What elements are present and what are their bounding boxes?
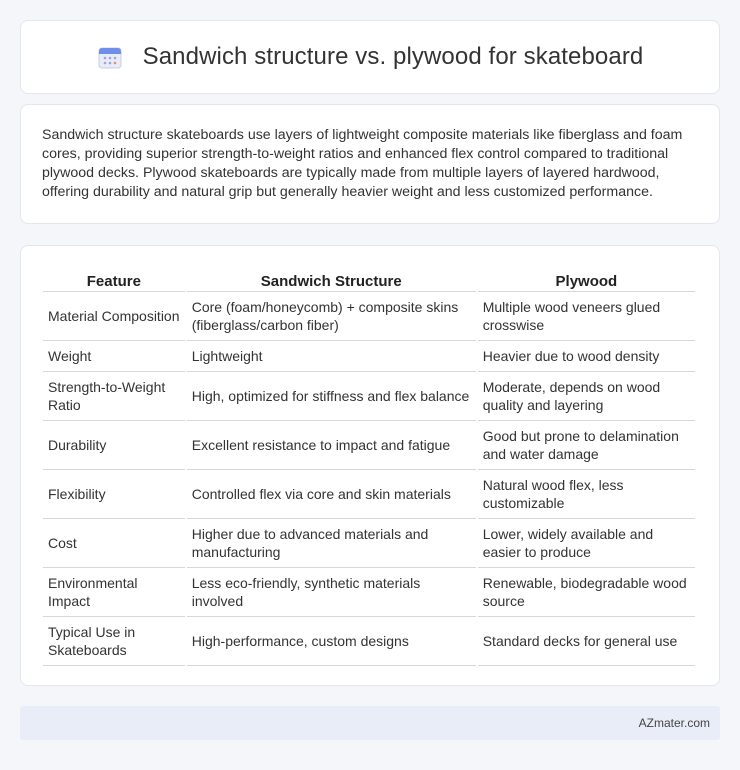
feature-cell: Typical Use in Skateboards	[43, 617, 185, 666]
column-header-sandwich: Sandwich Structure	[187, 268, 476, 292]
plywood-cell: Good but prone to delamination and water damage	[478, 421, 695, 470]
intro-card	[20, 104, 720, 224]
column-header-plywood: Plywood	[478, 268, 695, 292]
table-row	[43, 421, 695, 470]
feature-cell: Durability	[43, 421, 185, 470]
plywood-cell: Natural wood flex, less customizable	[478, 470, 695, 519]
table-header-row	[43, 268, 695, 292]
sandwich-cell: High, optimized for stiffness and flex balance	[187, 372, 476, 421]
table-row	[43, 372, 695, 421]
intro-paragraph: Sandwich structure skateboards use layers of lightweight composite materials like fiberglass and foam cores, providing superior strength-to-weight ratios and enhanced flex control compared to traditional plywood decks. Plywood skateboards are typically made from multiple layers of layered hardwood, offering durability and natural grip but generally heavier weight and less customized performance.	[42, 127, 683, 200]
page-title: Sandwich structure vs. plywood for skateboard	[142, 43, 644, 70]
footer-bar	[20, 706, 720, 740]
feature-cell: Material Composition	[43, 292, 185, 341]
footer-brand[interactable]: AZmater.com	[638, 716, 710, 730]
comparison-table	[41, 268, 697, 666]
feature-cell: Weight	[43, 341, 185, 372]
sandwich-cell: Less eco-friendly, synthetic materials involved	[187, 568, 476, 617]
sandwich-cell: Higher due to advanced materials and manufacturing	[187, 519, 476, 568]
table-row	[43, 292, 695, 341]
table-row	[43, 568, 695, 617]
sandwich-cell: Core (foam/honeycomb) + composite skins (fiberglass/carbon fiber)	[187, 292, 476, 341]
plywood-cell: Lower, widely available and easier to produce	[478, 519, 695, 568]
calendar-icon	[97, 44, 123, 70]
sandwich-cell: Lightweight	[187, 341, 476, 372]
title-card	[20, 20, 720, 94]
comparison-table-card	[20, 245, 720, 686]
feature-cell: Flexibility	[43, 470, 185, 519]
plywood-cell: Moderate, depends on wood quality and layering	[478, 372, 695, 421]
feature-cell: Cost	[43, 519, 185, 568]
table-row	[43, 470, 695, 519]
table-row	[43, 617, 695, 666]
sandwich-cell: Controlled flex via core and skin materials	[187, 470, 476, 519]
plywood-cell: Multiple wood veneers glued crosswise	[478, 292, 695, 341]
plywood-cell: Heavier due to wood density	[478, 341, 695, 372]
sandwich-cell: Excellent resistance to impact and fatigue	[187, 421, 476, 470]
table-row	[43, 341, 695, 372]
sandwich-cell: High-performance, custom designs	[187, 617, 476, 666]
table-row	[43, 519, 695, 568]
feature-cell: Environmental Impact	[43, 568, 185, 617]
plywood-cell: Renewable, biodegradable wood source	[478, 568, 695, 617]
feature-cell: Strength-to-Weight Ratio	[43, 372, 185, 421]
column-header-feature: Feature	[43, 268, 185, 292]
plywood-cell: Standard decks for general use	[478, 617, 695, 666]
